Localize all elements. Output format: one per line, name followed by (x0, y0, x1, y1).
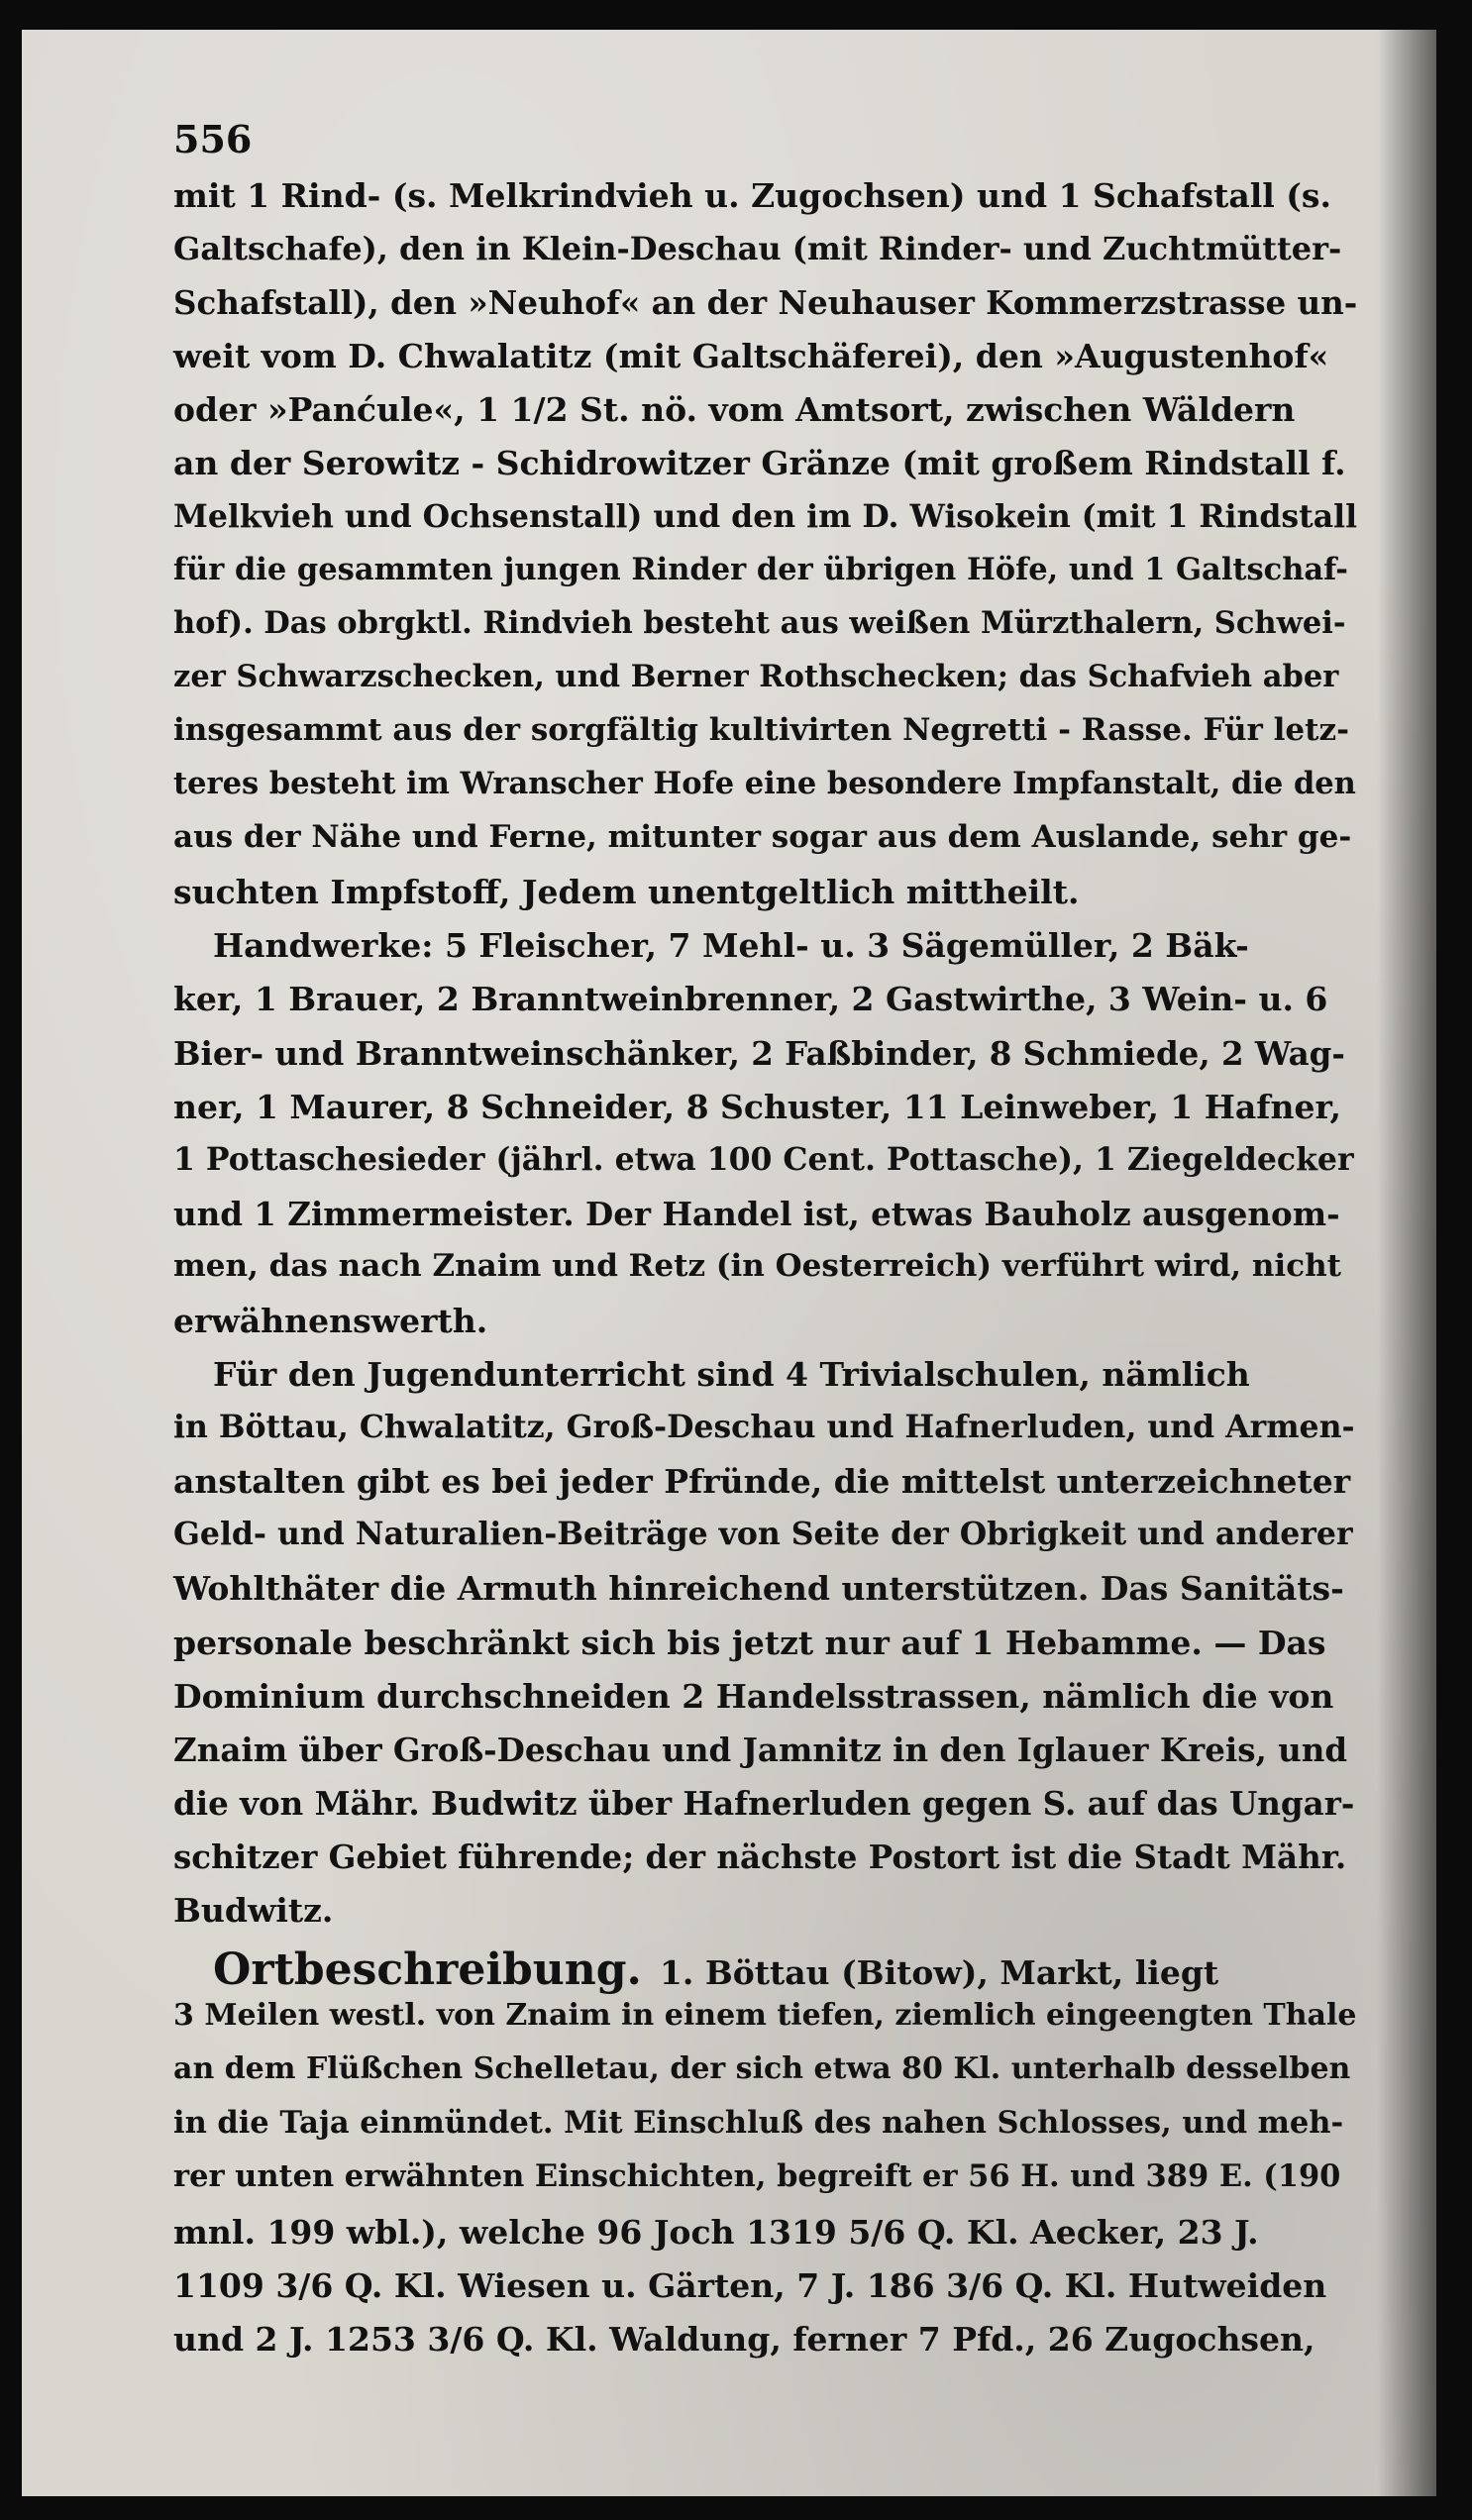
text-line: ker, 1 Brauer, 2 Branntweinbrenner, 2 Gastwirthe, 3 Wein- u. 6 (173, 980, 1328, 1019)
text-line: men, das nach Znaim und Retz (in Oesterreich) verführt wird, nicht (173, 1247, 1341, 1284)
text-line: 1. Böttau (Bitow), Markt, liegt (659, 1953, 1219, 1993)
section-heading-line (173, 1944, 1357, 1998)
text-line: Budwitz. (173, 1891, 334, 1930)
text-line: 3 Meilen westl. von Znaim in einem tiefen, ziemlich eingeengten Thale (173, 1998, 1357, 2034)
text-line: Znaim über Groß-Deschau und Jamnitz in den Iglauer Kreis, und (173, 1730, 1348, 1769)
text-line: 1109 3/6 Q. Kl. Wiesen u. Gärten, 7 J. 186 3/6 Q. Kl. Hutweiden (173, 2265, 1327, 2305)
section-heading: Ortbeschreibung. (213, 1944, 642, 1996)
page-number: 556 (173, 117, 253, 161)
text-line: Dominium durchschneiden 2 Handelsstrassen, nämlich die von (173, 1676, 1334, 1716)
text-line: Für den Jugendunterricht sind 4 Trivialschulen, nämlich (213, 1355, 1250, 1395)
text-line: an dem Flüßchen Schelletau, der sich etwa 80 Kl. unterhalb desselben (173, 2051, 1351, 2087)
text-line: und 2 J. 1253 3/6 Q. Kl. Waldung, ferner 7 Pfd., 26 Zugochsen, (173, 2319, 1315, 2359)
text-line: die von Mähr. Budwitz über Hafnerluden gegen S. auf das Ungar- (173, 1783, 1355, 1823)
text-line: Schafstall), den »Neuhof« an der Neuhauser Kommerzstrasse un- (173, 283, 1358, 323)
text-line: mit 1 Rind- (s. Melkrindvieh u. Zugochsen) und 1 Schafstall (s. (173, 176, 1331, 215)
text-line: 1 Pottaschesieder (jährl. etwa 100 Cent. Pottasche), 1 Ziegeldecker (173, 1140, 1354, 1178)
text-line: rer unten erwähnten Einschichten, begreift er 56 H. und 389 E. (190 (173, 2158, 1341, 2195)
page-edge-shadow (1377, 30, 1436, 2496)
text-line: teres besteht im Wranscher Hofe eine besondere Impfanstalt, die den (173, 766, 1356, 802)
text-line: oder »Panćule«, 1 1/2 St. nö. vom Amtsort, zwischen Wäldern (173, 390, 1296, 430)
text-line: für die gesammten jungen Rinder der übrigen Höfe, und 1 Galtschaf- (173, 551, 1348, 587)
text-line: Handwerke: 5 Fleischer, 7 Mehl- u. 3 Sägemüller, 2 Bäk- (213, 926, 1249, 966)
text-line: anstalten gibt es bei jeder Pfründe, die mittelst unterzeichneter (173, 1462, 1351, 1502)
text-line: in die Taja einmündet. Mit Einschluß des nahen Schlosses, und meh- (173, 2105, 1344, 2142)
text-line: zer Schwarzschecken, und Berner Rothschecken; das Schafvieh aber (173, 658, 1339, 694)
text-line: an der Serowitz - Schidrowitzer Gränze (mit großem Rindstall f. (173, 444, 1346, 483)
text-line: Melkvieh und Ochsenstall) und den im D. Wisokein (mit 1 Rindstall (173, 497, 1358, 535)
text-line: mnl. 199 wbl.), welche 96 Joch 1319 5/6 Q. Kl. Aecker, 23 J. (173, 2212, 1259, 2252)
text-line: hof). Das obrgktl. Rindvieh besteht aus weißen Mürzthalern, Schwei- (173, 604, 1346, 641)
text-line: Galtschafe), den in Klein-Deschau (mit Rinder- und Zuchtmütter- (173, 230, 1342, 268)
text-line: ner, 1 Maurer, 8 Schneider, 8 Schuster, 11 Leinweber, 1 Hafner, (173, 1087, 1341, 1126)
text-line: suchten Impfstoff, Jedem unentgeltlich mittheilt. (173, 873, 1080, 912)
text-line: aus der Nähe und Ferne, mitunter sogar aus dem Auslande, sehr ge- (173, 819, 1352, 856)
text-line: weit vom D. Chwalatitz (mit Galtschäferei), den »Augustenhof« (173, 337, 1329, 376)
text-line: Wohlthäter die Armuth hinreichend unterstützen. Das Sanitäts- (173, 1569, 1344, 1609)
text-line: insgesammt aus der sorgfältig kultivirten Negretti - Rasse. Für letz- (173, 711, 1349, 748)
text-line: erwähnenswerth. (173, 1301, 488, 1340)
text-line: schitzer Gebiet führende; der nächste Postort ist die Stadt Mähr. (173, 1837, 1347, 1876)
text-line: in Böttau, Chwalatitz, Groß-Deschau und Hafnerluden, und Armen- (173, 1409, 1355, 1446)
text-line: und 1 Zimmermeister. Der Handel ist, etwas Bauholz ausgenom- (173, 1194, 1340, 1233)
text-line: Geld- und Naturalien-Beiträge von Seite der Obrigkeit und anderer (173, 1516, 1353, 1553)
text-line: personale beschränkt sich bis jetzt nur auf 1 Hebamme. — Das (173, 1623, 1326, 1662)
page-text (173, 176, 1357, 2373)
text-line: Bier- und Branntweinschänker, 2 Faßbinder, 8 Schmiede, 2 Wag- (173, 1033, 1345, 1073)
